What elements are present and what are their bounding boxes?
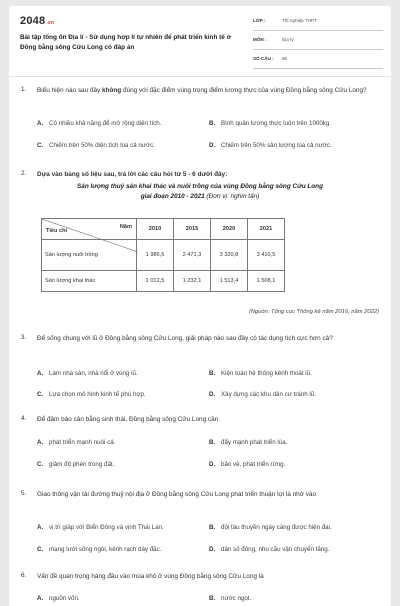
question-number: 3. bbox=[21, 334, 27, 341]
table-cell: 3 320,8 bbox=[211, 240, 248, 271]
option-a[interactable]: A. vị trí giáp với Biển Đông và vịnh Thái Lan. bbox=[37, 524, 164, 531]
option-b[interactable]: B. đội tàu thuyền ngày càng được hiện đại. bbox=[209, 524, 332, 531]
option-c[interactable]: C. Lựa chọn mô hình kinh tế phù hợp. bbox=[37, 391, 146, 398]
option-c[interactable]: C. mạng lưới sông ngòi, kênh rạch dày đặc. bbox=[37, 546, 162, 553]
meta-row-count bbox=[253, 53, 383, 69]
corner-top-label: Năm bbox=[119, 224, 132, 230]
meta-value: Địa lý bbox=[282, 37, 294, 42]
meta-row-class bbox=[253, 15, 383, 31]
question-text: Biểu hiện nào sau đây không đúng với đặc điểm vùng trọng điểm lương thực của vùng Đồng bằng sông Cửu Long? bbox=[37, 87, 367, 94]
meta-label: LỚP : bbox=[253, 18, 266, 23]
row-label: Sản lượng nuôi trồng bbox=[42, 240, 137, 271]
header-divider bbox=[9, 76, 391, 77]
option-d[interactable]: D. Xây dựng các khu dân cư tránh lũ. bbox=[209, 391, 316, 398]
corner-bottom-label: Tiêu chí bbox=[46, 227, 68, 234]
data-table bbox=[41, 218, 285, 292]
option-a[interactable]: A. Làm nhà sàn, nhà nổi ở vùng lũ. bbox=[37, 370, 138, 377]
option-b[interactable]: B. Bình quân lương thực luôn trên 1000kg. bbox=[209, 120, 332, 127]
question-number: 6. bbox=[21, 572, 27, 579]
year-header: 2021 bbox=[248, 219, 285, 240]
table-cell: 1 012,5 bbox=[137, 271, 174, 292]
emphasis-word: không bbox=[102, 87, 122, 94]
question-text: Giao thông vận tải đường thuỷ nội địa ở Đồng bằng sông Cửu Long phát triển thuận lợi là nhờ vào bbox=[37, 491, 316, 498]
question-number: 2. bbox=[21, 170, 27, 177]
option-b[interactable]: B. đẩy mạnh phát triển lúa. bbox=[209, 439, 288, 446]
document-meta bbox=[253, 15, 383, 72]
table-caption-line1: Sản lượng thuỷ sản khai thác và nuôi trồng của vùng Đồng bằng sông Cửu Long bbox=[77, 183, 323, 190]
question-text: Vấn đề quan trọng hàng đầu vào mùa khô ở vùng Đồng bằng sông Cửu Long là bbox=[37, 573, 264, 580]
option-a[interactable]: A. nguồn vốn. bbox=[37, 595, 80, 602]
document-title: Bài tập tổng ôn Địa lí - Sử dụng hợp lí tự nhiên để phát triển kinh tế ở Đồng bằng sông Cửu Long có đáp án bbox=[20, 34, 232, 51]
option-c[interactable]: C. giảm độ phèn trong đất. bbox=[37, 461, 115, 468]
meta-value: Tốt nghiệp THPT bbox=[282, 18, 317, 23]
table-header-row bbox=[42, 219, 285, 240]
year-header: 2010 bbox=[137, 219, 174, 240]
meta-value: 86 bbox=[282, 56, 288, 61]
document-page bbox=[9, 6, 391, 606]
question-text: Để sống chung với lũ ở Đồng bằng sông Cửu Long, giải pháp nào sau đây có tác dụng tích cực hơn cả? bbox=[37, 335, 333, 342]
question-number: 1. bbox=[21, 86, 27, 93]
table-cell: 3 410,5 bbox=[248, 240, 285, 271]
year-header: 2015 bbox=[174, 219, 211, 240]
question-number: 4. bbox=[21, 415, 27, 422]
document-header bbox=[9, 6, 391, 66]
logo-suffix: .vn bbox=[46, 20, 55, 26]
question-number: 5. bbox=[21, 490, 27, 497]
option-b[interactable]: B. Kiện toàn hệ thống kênh thoát lũ. bbox=[209, 370, 312, 377]
table-cell: 1 508,1 bbox=[248, 271, 285, 292]
table-cell: 1 513,4 bbox=[211, 271, 248, 292]
table-caption-unit: (Đơn vị: nghìn tấn) bbox=[206, 193, 260, 200]
site-logo[interactable]: 2048.vn bbox=[20, 15, 55, 27]
table-corner-cell bbox=[42, 219, 137, 240]
year-header: 2020 bbox=[211, 219, 248, 240]
option-b[interactable]: B. nước ngọt. bbox=[209, 595, 252, 602]
meta-label: SỐ CÂU : bbox=[253, 56, 274, 61]
meta-row-subject bbox=[253, 34, 383, 50]
option-d[interactable]: D. Chiếm trên 50% sản lượng lúa cả nước. bbox=[209, 142, 332, 149]
meta-label: MÔN : bbox=[253, 37, 267, 42]
question-text: Dựa vào bảng số liệu sau, trả lời các câu hỏi từ 5 - 6 dưới đây: bbox=[37, 171, 228, 178]
option-a[interactable]: A. Có nhiều khả năng để mở rộng diện tích. bbox=[37, 120, 162, 127]
option-d[interactable]: D. bảo vệ, phát triển rừng. bbox=[209, 461, 286, 468]
option-d[interactable]: D. dân số đông, nhu cầu vận chuyển tăng. bbox=[209, 546, 330, 553]
question-text: Để đảm bảo cân bằng sinh thái, Đồng bằng sông Cửu Long cần bbox=[37, 416, 219, 423]
table-cell: 1 232,1 bbox=[174, 271, 211, 292]
table-row bbox=[42, 271, 285, 292]
table-source: (Nguồn: Tổng cục Thống kê năm 2016, năm 2022) bbox=[248, 309, 379, 315]
table-caption-line2: giai đoạn 2010 - 2021 (Đơn vị: nghìn tấn) bbox=[140, 193, 260, 200]
table-cell: 2 471,3 bbox=[174, 240, 211, 271]
row-label: Sản lượng khai thác bbox=[42, 271, 137, 292]
option-c[interactable]: C. Chiếm trên 50% diện tích lúa cả nước. bbox=[37, 142, 155, 149]
option-a[interactable]: A. phát triển mạnh nuôi cá. bbox=[37, 439, 116, 446]
table-cell: 1 986,6 bbox=[137, 240, 174, 271]
